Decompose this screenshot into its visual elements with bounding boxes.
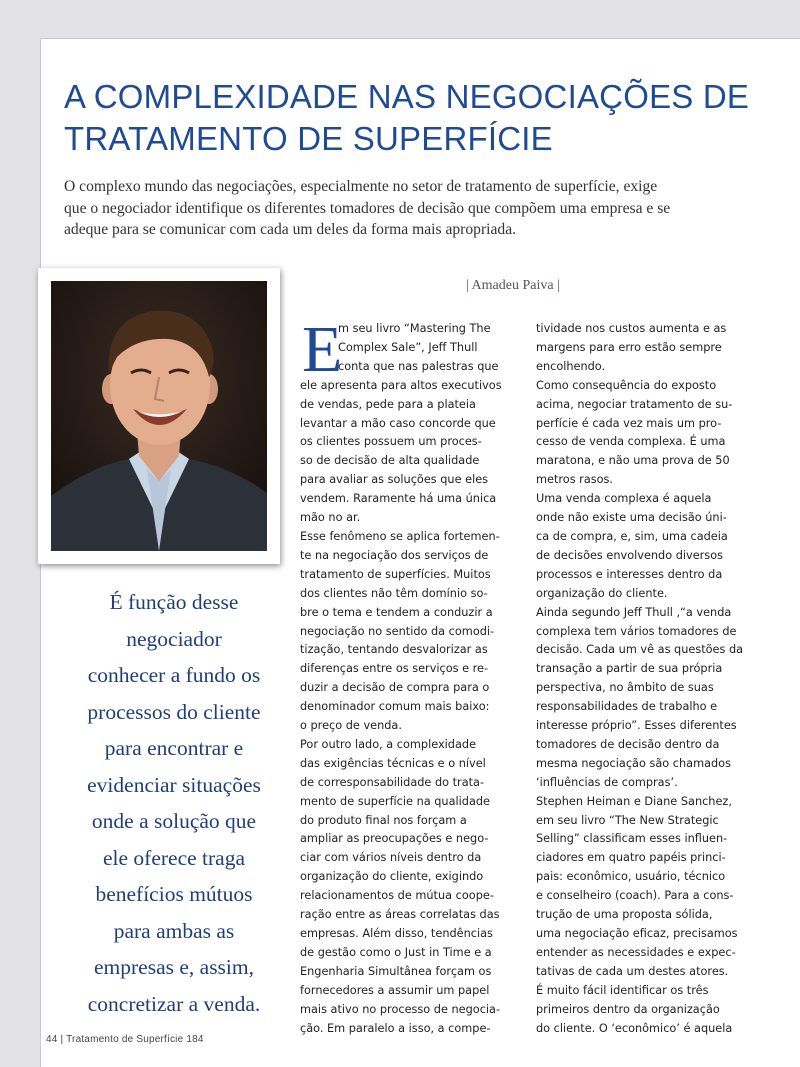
body-text-line: complexa tem vários tomadores de: [536, 624, 737, 638]
pull-quote-line: concretizar a venda.: [87, 991, 261, 1016]
body-column-1: [300, 313, 514, 1038]
body-text-line: os clientes possuem um proces-: [300, 435, 482, 449]
pull-quote-line: negociador: [126, 626, 222, 651]
body-text-line: vendem. Raramente há uma única: [300, 492, 497, 506]
body-text-line: em seu livro “The New Strategic: [536, 813, 719, 827]
pull-quote-line: ele oferece traga: [102, 845, 246, 870]
lead-line: que o negociador identifique os diferentes tomadores de decisão que compõem uma empresa e se: [64, 199, 671, 217]
body-text-line: mesma negociação são chamados: [536, 756, 731, 770]
body-text-line: Stephen Heiman e Diane Sanchez,: [536, 794, 732, 808]
body-text-line: tativas de cada um destes atores.: [536, 964, 729, 978]
body-text-line: organização do cliente.: [536, 586, 668, 600]
body-text-line: Por outro lado, a complexidade: [300, 737, 477, 751]
body-text-line: mento de superfície na qualidade: [300, 794, 490, 808]
body-text-line: te na negociação dos serviços de: [300, 548, 489, 562]
body-text-line: organização do cliente, exigindo: [300, 870, 484, 884]
body-text-line: duzir a decisão de compra para o: [300, 681, 490, 695]
body-text-line: diferenças entre os serviços e re-: [300, 662, 489, 676]
body-text-line: Uma venda complexa é aquela: [536, 492, 712, 506]
body-text-line: encolhendo.: [536, 359, 606, 373]
body-text-line: de vendas, pede para a plateia: [300, 397, 476, 411]
body-text-line: interesse próprio”. Esses diferentes: [536, 719, 737, 733]
body-text-line: Selling” classificam esses influen-: [536, 832, 728, 846]
pull-quote-line: evidenciar situações: [87, 772, 261, 797]
body-text-line: entender as necessidades e expec-: [536, 945, 736, 959]
pull-quote: [56, 584, 292, 1022]
body-text-line: margens para erro estão sempre: [536, 340, 722, 354]
body-text-line: ca de compra, e, sim, uma cadeia: [536, 529, 728, 543]
body-text-line: m seu livro “Mastering The: [338, 322, 491, 335]
body-text-line: tratamento de superfícies. Muitos: [300, 567, 491, 581]
body-text-line: para avaliar as soluções que eles: [300, 473, 489, 487]
body-text-line: o preço de venda.: [300, 719, 402, 733]
drop-cap: E: [302, 313, 343, 386]
body-text-line: Ainda segundo Jeff Thull ,“a venda: [536, 605, 732, 619]
body-text-line: tividade nos custos aumenta e as: [536, 322, 727, 335]
body-text-line: trução de uma proposta sólida,: [536, 908, 713, 922]
lead-line: adeque para se comunicar com cada um deles da forma mais apropriada.: [64, 221, 517, 238]
pull-quote-line: para ambas as: [113, 918, 235, 943]
pull-quote-line: É função desse: [109, 590, 239, 614]
body-text-line: Engenharia Simultânea forçam os: [300, 964, 492, 978]
author-photo: [38, 268, 280, 564]
body-text-line: fornecedores a assumir um papel: [300, 983, 490, 997]
body-text-line: metros rasos.: [536, 473, 614, 487]
author-byline: [466, 278, 560, 294]
body-text-line: negociação no sentido da comodi-: [300, 624, 495, 638]
body-text-line: de decisões envolvendo diversos: [536, 548, 723, 562]
body-text-line: Complex Sale”, Jeff Thull: [338, 340, 478, 354]
body-text-line: ele apresenta para altos executivos: [300, 378, 502, 392]
body-text-line: perfície é cada vez mais um pro-: [536, 416, 722, 430]
body-text-line: tização, tentando desvalorizar as: [300, 643, 488, 657]
body-text-line: relacionamentos de mútua coope-: [300, 889, 494, 903]
body-text-line: ração entre as áreas correlatas das: [300, 908, 500, 922]
author-portrait-icon: [51, 281, 267, 551]
lead-paragraph: [64, 176, 780, 241]
body-text-line: so de decisão de alta qualidade: [300, 454, 480, 468]
body-text-line: dos clientes não têm domínio so-: [300, 586, 488, 600]
body-text-line: processos e interesses dentro da: [536, 567, 723, 581]
body-text-line: primeiros dentro da organização: [536, 1002, 720, 1016]
body-text-line: ‘influências de compras’.: [536, 775, 678, 789]
body-text-line: conta que nas palestras que: [338, 359, 499, 373]
pull-quote-line: onde a solução que: [91, 809, 257, 833]
byline-bar-left: |: [466, 278, 469, 293]
body-text-line: Como consequência do exposto: [536, 378, 717, 392]
pull-quote-line: benefícios mútuos: [95, 882, 253, 906]
body-text-line: ciadores em quatro papéis princi-: [536, 851, 726, 865]
body-text-line: É muito fácil identificar os três: [536, 983, 709, 997]
body-text-line: bre o tema e tendem a conduzir a: [300, 605, 493, 619]
body-text-line: mais ativo no processo de negocia-: [300, 1002, 501, 1016]
body-text-line: empresas. Além disso, tendências: [300, 927, 493, 940]
body-text-line: do cliente. O ‘econômico’ é aquela: [536, 1021, 733, 1035]
author-name: Amadeu Paiva: [471, 278, 554, 293]
body-text-line: denominador comum mais baixo:: [300, 700, 490, 714]
body-column-2: [536, 320, 750, 1038]
body-text-line: perspectiva, no âmbito de suas: [536, 681, 714, 695]
body-text-line: ção. Em paralelo a isso, a compe-: [300, 1021, 491, 1035]
body-text-line: tomadores de decisão dentro da: [536, 737, 720, 751]
body-text-line: levantar a mão caso concorde que: [300, 416, 496, 430]
pull-quote-line: para encontrar e: [104, 736, 244, 760]
pull-quote-line: conhecer a fundo os: [87, 663, 261, 687]
body-text-line: das exigências técnicas e o nível: [300, 756, 486, 770]
lead-line: O complexo mundo das negociações, especialmente no setor de tratamento de superfície, exige: [64, 178, 658, 195]
body-text-line: onde não existe uma decisão úni-: [536, 511, 727, 525]
body-text-line: de corresponsabilidade do trata-: [300, 775, 485, 789]
body-text-line: maratona, e não uma prova de 50: [536, 454, 730, 468]
body-text-line: ampliar as preocupações e nego-: [300, 832, 489, 846]
body-text-line: uma negociação eficaz, precisamos: [536, 927, 738, 940]
pull-quote-line: empresas e, assim,: [93, 955, 254, 979]
article-title-line-2: TRATAMENTO DE SUPERFÍCIE: [64, 120, 553, 157]
byline-bar-right: |: [557, 278, 560, 293]
body-text-line: pais: econômico, usuário, técnico: [536, 870, 726, 884]
pull-quote-line: processos do cliente: [87, 699, 261, 724]
body-text-line: responsabilidades de trabalho e: [536, 700, 718, 714]
body-text-line: cesso de venda complexa. É uma: [536, 435, 726, 449]
body-text-line: ciar com vários níveis dentro da: [300, 851, 482, 865]
body-text-line: Esse fenômeno se aplica fortemen-: [300, 529, 500, 543]
body-text-line: acima, negociar tratamento de su-: [536, 397, 733, 411]
body-text-line: mão no ar.: [300, 511, 361, 525]
body-text-line: decisão. Cada um vê as questões da: [536, 643, 744, 657]
body-text-line: transação a partir de sua própria: [536, 662, 723, 676]
body-text-line: do produto final nos forçam a: [300, 813, 467, 827]
article-title-line-1: A COMPLEXIDADE NAS NEGOCIAÇÕES DE: [64, 78, 750, 115]
article-title: [64, 76, 784, 160]
body-text-line: e conselheiro (coach). Para a cons-: [536, 889, 734, 903]
page-footer: 44 | Tratamento de Superfície 184: [46, 1034, 204, 1045]
body-text-line: de gestão como o Just in Time e a: [300, 945, 492, 959]
